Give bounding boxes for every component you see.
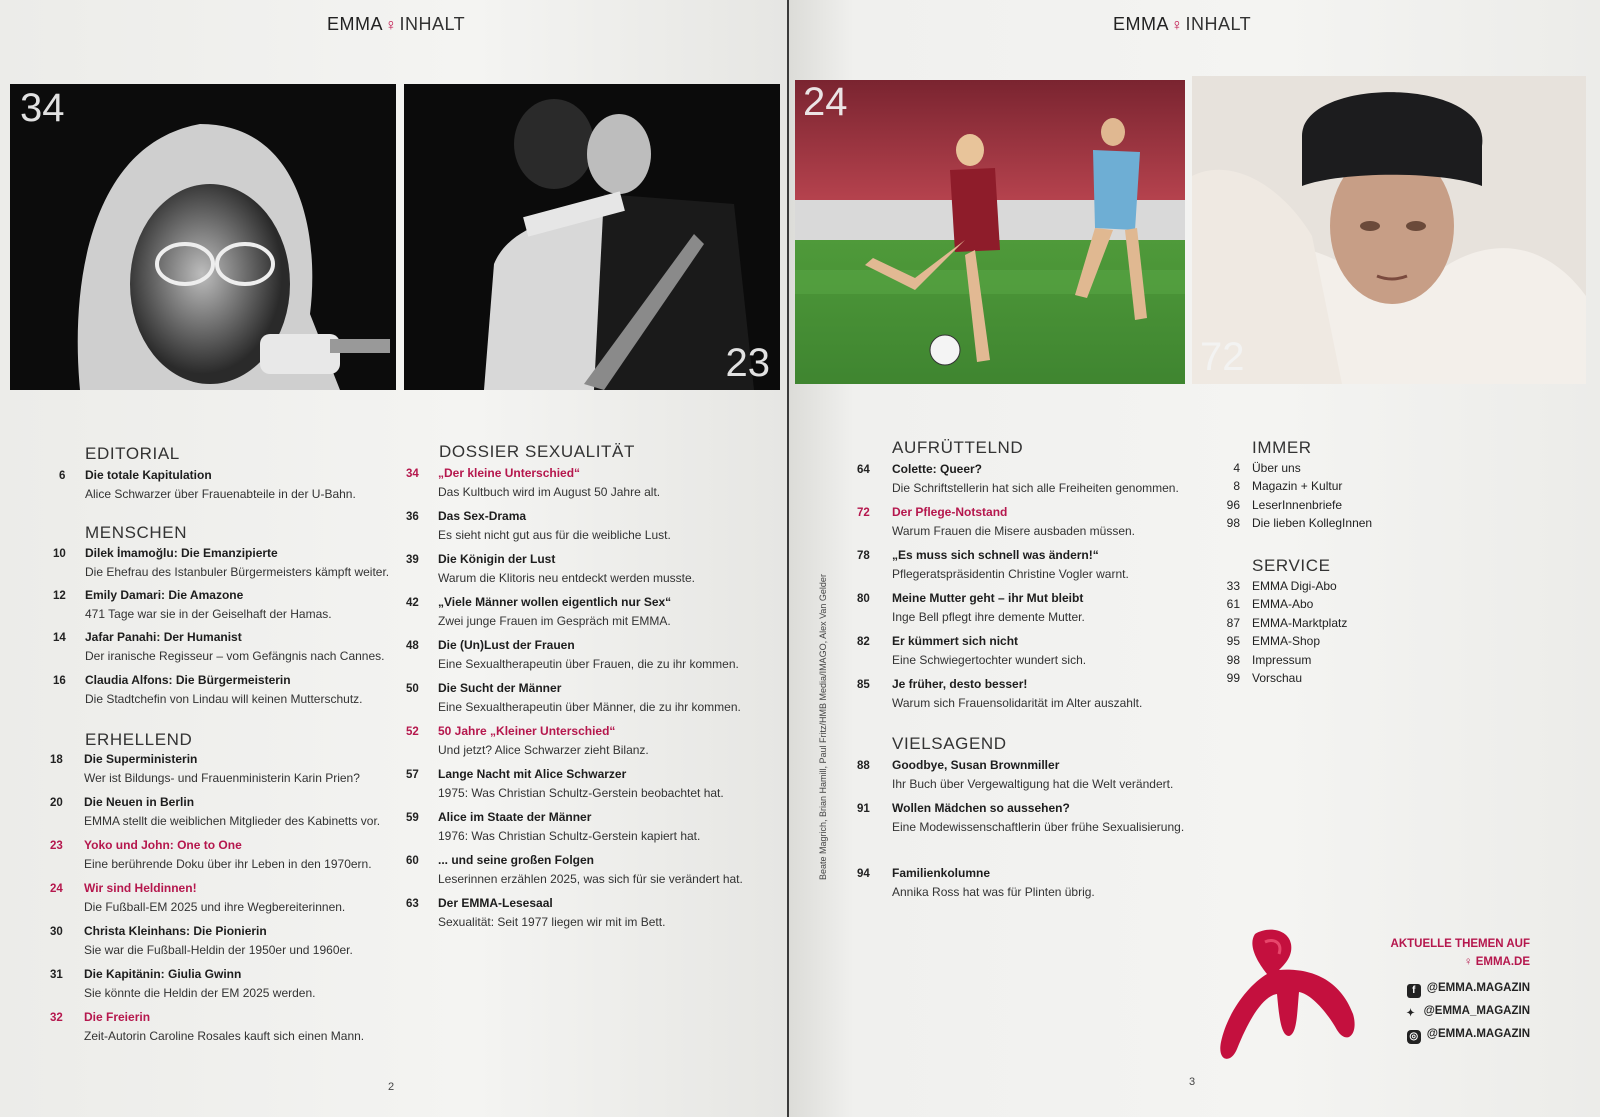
toc-page-number: 24 — [50, 883, 63, 895]
promo-website[interactable] — [1464, 956, 1530, 968]
photo-page-number: 23 — [725, 341, 770, 385]
toc-page-number: 36 — [406, 511, 419, 523]
photo-old-woman-fur — [1192, 76, 1586, 384]
photo-page-number: 24 — [803, 80, 848, 124]
toc-subtitle: Sie könnte die Heldin der EM 2025 werden. — [84, 986, 316, 1000]
section-dossier: DOSSIER SEXUALITÄT — [439, 442, 635, 461]
toc-subtitle: Zeit-Autorin Caroline Rosales kauft sich einen Mann. — [84, 1029, 365, 1043]
toc-page-number: 14 — [53, 632, 66, 644]
toc-page-number: 80 — [857, 593, 870, 605]
toc-title: „Viele Männer wollen eigentlich nur Sex“ — [438, 595, 672, 609]
toc-title: Die Königin der Lust — [438, 552, 556, 566]
toc-entry[interactable] — [50, 967, 390, 1007]
toc-page-number: 4 — [1233, 461, 1240, 475]
toc-page-number: 23 — [50, 840, 63, 852]
toc-entry[interactable] — [857, 462, 1197, 502]
toc-page-number: 18 — [50, 754, 63, 766]
toc-subtitle: Eine berührende Doku über ihr Leben in den 1970ern. — [84, 857, 372, 871]
toc-page-number: 63 — [406, 898, 419, 910]
toc-item[interactable] — [1210, 634, 1410, 652]
photo-yoko-john — [404, 84, 780, 390]
toc-page-number: 98 — [1226, 652, 1240, 667]
photo-page-number: 72 — [1200, 335, 1245, 379]
toc-page-number: 64 — [857, 464, 870, 476]
toc-label: EMMA-Abo — [1252, 597, 1314, 612]
toc-title: Die Sucht der Männer — [438, 681, 562, 695]
toc-page-number: 33 — [1226, 579, 1240, 593]
toc-page-number: 60 — [406, 855, 419, 867]
toc-title: Jafar Panahi: Der Humanist — [85, 630, 242, 644]
toc-subtitle: Eine Schwiegertochter wundert sich. — [892, 653, 1087, 667]
toc-subtitle: Warum die Klitoris neu entdeckt werden musste. — [438, 571, 695, 585]
toc-page-number: 91 — [857, 803, 870, 815]
toc-label: EMMA-Shop — [1252, 634, 1321, 649]
toc-page-number: 30 — [50, 926, 63, 938]
toc-label: Impressum — [1252, 652, 1312, 667]
toc-page-number: 31 — [50, 969, 63, 981]
toc-label: Über uns — [1252, 461, 1301, 475]
instagram-icon: ◎ — [1407, 1030, 1421, 1044]
toc-page-number: 50 — [406, 683, 419, 695]
toc-title: Die Superministerin — [84, 752, 198, 766]
toc-entry[interactable] — [50, 752, 390, 792]
toc-title: Die Kapitänin: Giulia Gwinn — [84, 967, 242, 981]
brand-logo: EMMA — [1113, 14, 1169, 34]
toc-item[interactable] — [1210, 616, 1410, 634]
toc-label: Die lieben KollegInnen — [1252, 516, 1373, 531]
toc-title: Claudia Alfons: Die Bürgermeisterin — [85, 673, 291, 687]
toc-title: Die totale Kapitulation — [85, 468, 212, 482]
section-service: SERVICE — [1252, 556, 1331, 575]
twitter-icon: ✦ — [1406, 1008, 1415, 1019]
toc-subtitle: Wer ist Bildungs- und Frauenministerin Karin Prien? — [84, 771, 360, 785]
photo-old-woman-fur-image — [1192, 76, 1586, 384]
toc-subtitle: Die Fußball-EM 2025 und ihre Wegbereiterinnen. — [84, 900, 346, 914]
toc-page-number: 72 — [857, 507, 870, 519]
toc-subtitle: Alice Schwarzer über Frauenabteile in der U-Bahn. — [85, 487, 356, 501]
twitter-handle: @EMMA_MAGAZIN — [1423, 1005, 1530, 1017]
toc-page-number: 8 — [1233, 479, 1240, 494]
toc-label: EMMA Digi-Abo — [1252, 579, 1337, 593]
photo-football-players-image — [795, 80, 1185, 384]
section-label: INHALT — [399, 14, 466, 34]
toc-item[interactable] — [1210, 479, 1410, 497]
decorative-red-sculpture — [1213, 924, 1363, 1074]
toc-item[interactable] — [1210, 653, 1410, 671]
toc-label: Magazin + Kultur — [1252, 479, 1343, 494]
toc-item[interactable] — [1210, 671, 1410, 689]
toc-entry[interactable] — [53, 588, 393, 628]
toc-entry[interactable] — [50, 881, 390, 921]
toc-page-number: 57 — [406, 769, 419, 781]
toc-subtitle: Pflegeratspräsidentin Christine Vogler warnt. — [892, 567, 1129, 581]
toc-entry[interactable] — [406, 853, 746, 893]
left-page — [0, 0, 787, 1117]
photo-woman-microphone — [10, 84, 396, 390]
toc-subtitle: Und jetzt? Alice Schwarzer zieht Bilanz. — [438, 743, 649, 757]
toc-title: Die Neuen in Berlin — [84, 795, 195, 809]
toc-subtitle: Eine Sexualtherapeutin über Männer, die zu ihr kommen. — [438, 700, 741, 714]
toc-subtitle: Inge Bell pflegt ihre demente Mutter. — [892, 610, 1085, 624]
toc-page-number: 82 — [857, 636, 870, 648]
toc-page-number: 96 — [1226, 497, 1240, 512]
toc-entry[interactable] — [406, 810, 746, 850]
toc-label: EMMA-Marktplatz — [1252, 615, 1348, 630]
toc-entry[interactable] — [50, 795, 390, 835]
toc-title: Die Freierin — [84, 1010, 151, 1024]
toc-entry[interactable] — [857, 634, 1197, 674]
toc-entry[interactable] — [857, 801, 1197, 841]
toc-entry[interactable] — [857, 591, 1197, 631]
section-label: INHALT — [1185, 14, 1252, 34]
toc-entry[interactable] — [857, 866, 1197, 906]
toc-subtitle: Sexualität: Seit 1977 liegen wir mit im Bett. — [438, 915, 666, 929]
toc-page-number: 48 — [406, 640, 419, 652]
toc-subtitle: 471 Tage war sie in der Geiselhaft der Hamas. — [85, 607, 332, 621]
page-header-left — [327, 14, 465, 35]
photo-page-number: 34 — [20, 86, 65, 130]
toc-entry[interactable] — [857, 758, 1197, 798]
venus-icon: ♀ — [1463, 956, 1476, 968]
photo-football-players — [795, 80, 1185, 384]
toc-entry[interactable] — [406, 466, 746, 506]
toc-title: Christa Kleinhans: Die Pionierin — [84, 924, 267, 938]
toc-subtitle: EMMA stellt die weiblichen Mitglieder des Kabinetts vor. — [84, 814, 381, 828]
toc-title: Meine Mutter geht – ihr Mut bleibt — [892, 591, 1084, 605]
toc-subtitle: 1975: Was Christian Schultz-Gerstein beobachtet hat. — [438, 786, 724, 800]
section-menschen: MENSCHEN — [85, 523, 188, 542]
toc-entry[interactable] — [406, 896, 746, 936]
toc-item[interactable] — [1210, 597, 1410, 615]
toc-title: Yoko und John: One to One — [84, 838, 242, 852]
section-aufruettelnd: AUFRÜTTELND — [892, 438, 1024, 457]
toc-title: Wollen Mädchen so aussehen? — [892, 801, 1070, 815]
toc-subtitle: Ihr Buch über Vergewaltigung hat die Welt verändert. — [892, 777, 1174, 791]
photo-woman-microphone-image — [10, 84, 396, 390]
toc-page-number: 42 — [406, 597, 419, 609]
toc-subtitle: Die Schriftstellerin hat sich alle Freiheiten genommen. — [892, 481, 1179, 495]
toc-page-number: 34 — [406, 468, 419, 480]
toc-item[interactable] — [1210, 579, 1410, 597]
toc-subtitle: Eine Modewissenschaftlerin über frühe Sexualisierung. — [892, 820, 1185, 834]
toc-subtitle: Leserinnen erzählen 2025, was sich für sie verändert hat. — [438, 872, 743, 886]
toc-page-number: 20 — [50, 797, 63, 809]
facebook-icon: f — [1407, 984, 1421, 998]
toc-title: Goodbye, Susan Brownmiller — [892, 758, 1060, 772]
website-link[interactable]: EMMA.DE — [1475, 956, 1530, 968]
toc-title: Lange Nacht mit Alice Schwarzer — [438, 767, 627, 781]
toc-page-number: 94 — [857, 868, 870, 880]
toc-page-number: 78 — [857, 550, 870, 562]
toc-title: 50 Jahre „Kleiner Unterschied“ — [438, 724, 616, 738]
toc-page-number: 6 — [59, 470, 66, 482]
toc-entry[interactable] — [50, 838, 390, 878]
toc-title: Er kümmert sich nicht — [892, 634, 1019, 648]
toc-entry[interactable] — [857, 505, 1197, 545]
toc-title: Colette: Queer? — [892, 462, 983, 476]
toc-title: „Es muss sich schnell was ändern!“ — [892, 548, 1099, 562]
toc-title: Familienkolumne — [892, 866, 991, 880]
section-editorial: EDITORIAL — [85, 444, 180, 463]
toc-entry[interactable] — [857, 677, 1197, 717]
toc-page-number: 32 — [50, 1012, 63, 1024]
toc-page-number: 88 — [857, 760, 870, 772]
toc-item[interactable] — [1210, 498, 1410, 516]
toc-title: Der EMMA-Lesesaal — [438, 896, 553, 910]
toc-page-number: 99 — [1226, 671, 1240, 685]
toc-page-number: 85 — [857, 679, 870, 691]
toc-page-number: 59 — [406, 812, 419, 824]
toc-entry[interactable] — [406, 681, 746, 721]
toc-title: Alice im Staate der Männer — [438, 810, 592, 824]
toc-subtitle: Der iranische Regisseur – vom Gefängnis nach Cannes. — [85, 649, 385, 663]
toc-title: ... und seine großen Folgen — [438, 853, 595, 867]
toc-title: Emily Damari: Die Amazone — [85, 588, 244, 602]
toc-subtitle: Zwei junge Frauen im Gespräch mit EMMA. — [438, 614, 671, 628]
toc-entry[interactable] — [50, 924, 390, 964]
toc-entry[interactable] — [406, 552, 746, 592]
toc-entry[interactable] — [406, 509, 746, 549]
toc-page-number: 12 — [53, 590, 66, 602]
toc-subtitle: Annika Ross hat was für Plinten übrig. — [892, 885, 1095, 899]
section-vielsagend: VIELSAGEND — [892, 734, 1007, 753]
toc-subtitle: Es sieht nicht gut aus für die weibliche Lust. — [438, 528, 671, 542]
toc-entry[interactable] — [406, 724, 746, 764]
toc-subtitle: Die Ehefrau des Istanbuler Bürgermeisters kämpft weiter. — [85, 565, 390, 579]
toc-subtitle: Warum sich Frauensolidarität im Alter auszahlt. — [892, 696, 1143, 710]
section-erhellend: ERHELLEND — [85, 730, 193, 749]
toc-item[interactable] — [1210, 516, 1410, 534]
photo-credit: Beate Magrich, Brian Hamill, Paul Fritz/HMB Media/IMAGO, Alex Van Gelder — [818, 574, 828, 880]
page-header-right — [1113, 14, 1251, 35]
toc-page-number: 98 — [1226, 516, 1240, 531]
photo-yoko-john-image — [404, 84, 780, 390]
social-twitter[interactable] — [1404, 1005, 1530, 1021]
page-number-right: 3 — [1189, 1076, 1196, 1088]
toc-entry[interactable] — [53, 630, 393, 670]
toc-page-number: 87 — [1226, 615, 1240, 630]
toc-page-number: 95 — [1226, 634, 1240, 649]
toc-title: „Der kleine Unterschied“ — [438, 466, 581, 480]
toc-entry[interactable] — [857, 548, 1197, 588]
toc-page-number: 52 — [406, 726, 419, 738]
page-number-left: 2 — [388, 1081, 395, 1093]
toc-label: Vorschau — [1252, 671, 1303, 685]
toc-item[interactable] — [1210, 461, 1410, 479]
venus-icon: ♀ — [1171, 17, 1184, 34]
toc-entry[interactable] — [406, 638, 746, 678]
promo-line1: AKTUELLE THEMEN AUF — [1390, 938, 1530, 950]
toc-subtitle: Das Kultbuch wird im August 50 Jahre alt. — [438, 485, 661, 499]
facebook-handle: @EMMA.MAGAZIN — [1426, 982, 1530, 994]
toc-title: Das Sex-Drama — [438, 509, 527, 523]
toc-entry[interactable] — [59, 468, 389, 508]
toc-label: LeserInnenbriefe — [1252, 497, 1343, 512]
toc-title: Der Pflege-Notstand — [892, 505, 1008, 519]
toc-title: Die (Un)Lust der Frauen — [438, 638, 575, 652]
instagram-handle: @EMMA.MAGAZIN — [1426, 1028, 1530, 1040]
toc-subtitle: Eine Sexualtherapeutin über Frauen, die zu ihr kommen. — [438, 657, 739, 671]
section-immer: IMMER — [1252, 438, 1312, 457]
toc-entry[interactable] — [406, 595, 746, 635]
right-page — [789, 0, 1600, 1117]
social-instagram[interactable] — [1407, 1028, 1530, 1044]
toc-entry[interactable] — [406, 767, 746, 807]
toc-subtitle: Warum Frauen die Misere ausbaden müssen. — [892, 524, 1135, 538]
toc-page-number: 39 — [406, 554, 419, 566]
toc-entry[interactable] — [53, 673, 393, 713]
social-facebook[interactable] — [1407, 982, 1530, 998]
brand-logo: EMMA — [327, 14, 383, 34]
toc-subtitle: 1976: Was Christian Schultz-Gerstein kapiert hat. — [438, 829, 701, 843]
toc-subtitle: Sie war die Fußball-Heldin der 1950er und 1960er. — [84, 943, 353, 957]
toc-title: Je früher, desto besser! — [892, 677, 1028, 691]
toc-page-number: 16 — [53, 675, 66, 687]
toc-entry[interactable] — [53, 546, 393, 586]
toc-page-number: 10 — [53, 548, 66, 560]
toc-title: Wir sind Heldinnen! — [84, 881, 197, 895]
venus-icon: ♀ — [385, 17, 398, 34]
toc-page-number: 61 — [1226, 597, 1240, 612]
toc-entry[interactable] — [50, 1010, 390, 1050]
toc-subtitle: Die Stadtchefin von Lindau will keinen Mutterschutz. — [85, 692, 363, 706]
toc-title: Dilek İmamoğlu: Die Emanzipierte — [85, 546, 278, 560]
